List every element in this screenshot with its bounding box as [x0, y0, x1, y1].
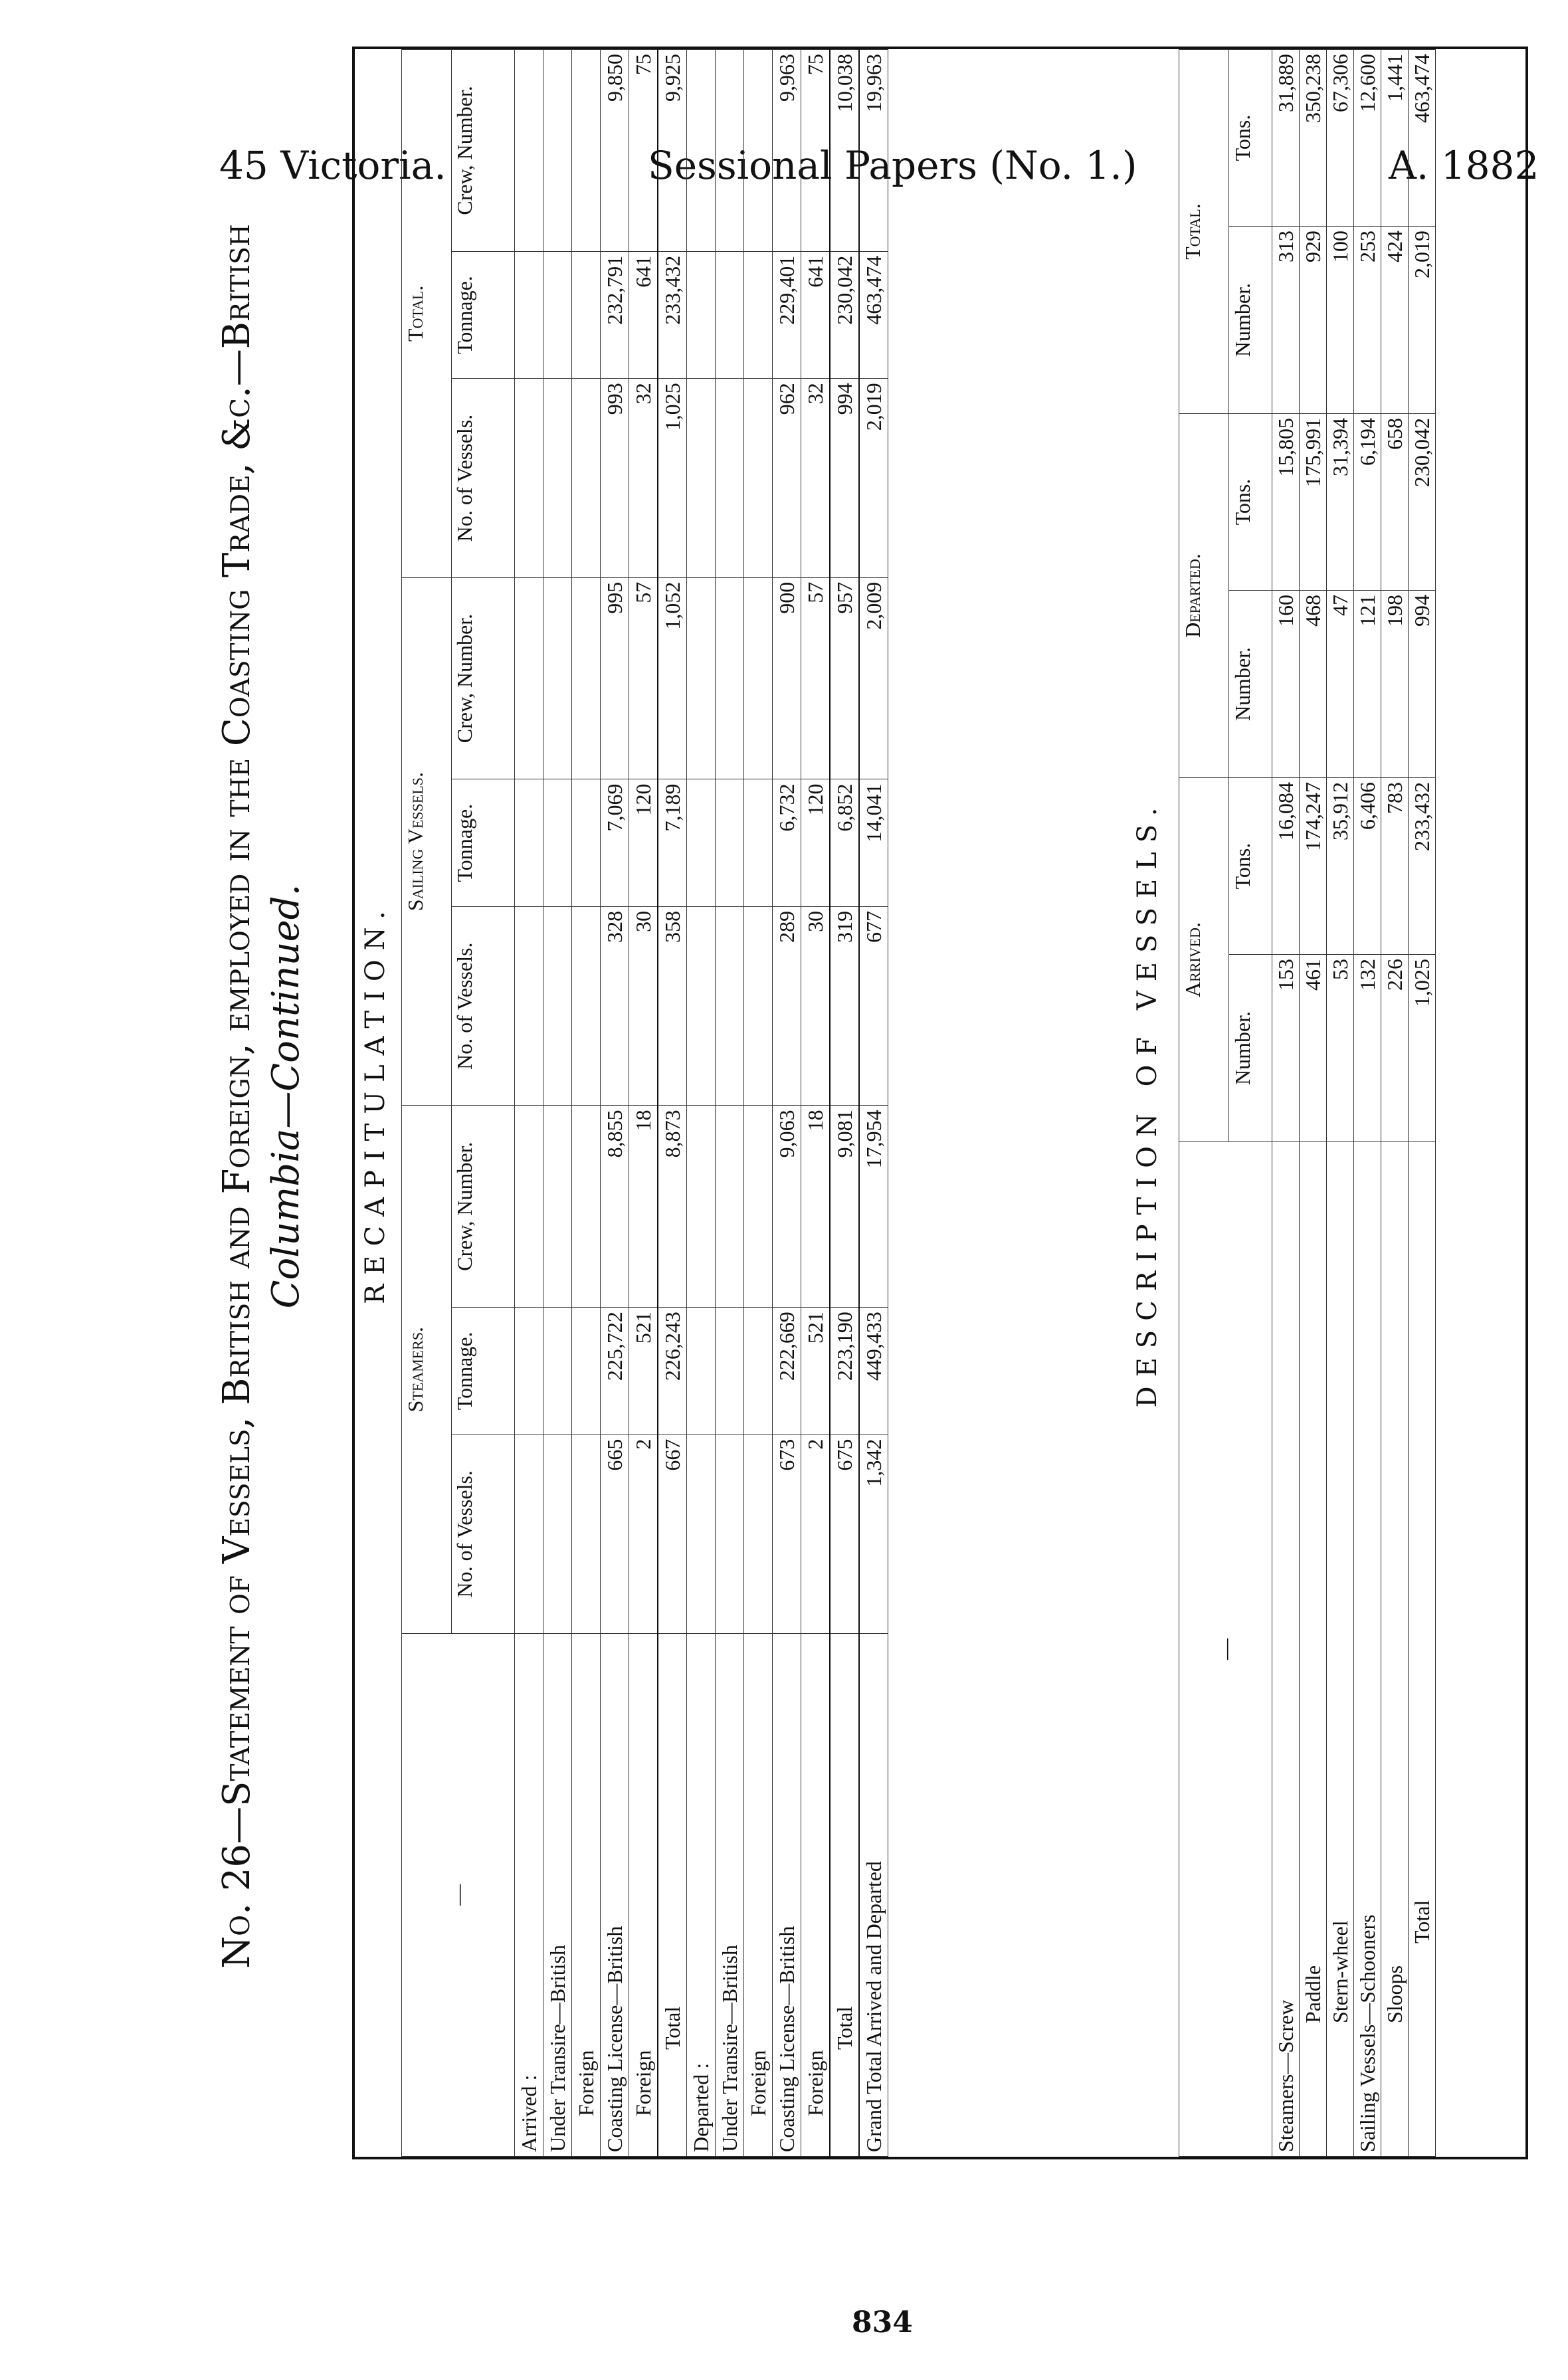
cell-value: 233,432: [1409, 778, 1436, 955]
cell-value: 35,912: [1327, 778, 1354, 955]
cell-value: 47: [1327, 590, 1354, 777]
table-row: [1409, 50, 1436, 2157]
cell-value: 1,025: [1409, 954, 1436, 1141]
header-center: Sessional Papers (No. 1.): [648, 143, 1137, 188]
cell-value: 641: [801, 251, 831, 378]
cell-value: [543, 1435, 572, 1633]
title-line-2: Columbia—Continued.: [264, 884, 308, 1309]
desc-corner: —: [1179, 1142, 1272, 2157]
cell-value: 424: [1381, 226, 1409, 413]
cell-value: 31,394: [1327, 414, 1354, 591]
cell-value: [515, 1106, 543, 1308]
cell-value: [687, 50, 716, 252]
cell-value: 222,669: [773, 1308, 801, 1435]
cell-value: 2: [629, 1435, 658, 1633]
table-row: [687, 50, 716, 2157]
desc-col-header: Tons.: [1229, 50, 1272, 227]
cell-value: 289: [773, 906, 801, 1105]
cell-value: [572, 1435, 601, 1633]
desc-col-header: Tons.: [1229, 778, 1272, 955]
table-row: [744, 50, 773, 2157]
cell-value: [687, 1308, 716, 1435]
cell-value: 226,243: [658, 1308, 687, 1435]
table-row: [601, 50, 629, 2157]
row-label: Departed :: [687, 1634, 716, 2157]
cell-value: [515, 577, 543, 779]
cell-value: 313: [1272, 226, 1300, 413]
cell-value: [716, 379, 744, 577]
recapitulation-table: [401, 49, 888, 2157]
table-row: [572, 50, 601, 2157]
cell-value: 957: [830, 577, 859, 779]
cell-value: [716, 1435, 744, 1633]
cell-value: [716, 251, 744, 378]
cell-value: [543, 906, 572, 1105]
cell-value: [515, 50, 543, 252]
cell-value: 175,991: [1300, 414, 1327, 591]
cell-value: [687, 1106, 716, 1308]
cell-value: 226: [1381, 954, 1409, 1141]
cell-value: 15,805: [1272, 414, 1300, 591]
cell-value: 2,019: [859, 379, 888, 577]
cell-value: 673: [773, 1435, 801, 1633]
cell-value: 993: [601, 379, 629, 577]
recap-corner: —: [402, 1634, 515, 2157]
cell-value: [716, 779, 744, 906]
cell-value: 32: [801, 379, 831, 577]
row-label: Foreign: [629, 1634, 658, 2157]
cell-value: [543, 1308, 572, 1435]
page-title: [213, 33, 311, 2159]
cell-value: 32: [629, 379, 658, 577]
cell-value: [572, 251, 601, 378]
table-row: [515, 50, 543, 2157]
cell-value: 9,063: [773, 1106, 801, 1308]
row-label: Foreign: [572, 1634, 601, 2157]
cell-value: 328: [601, 906, 629, 1105]
cell-value: 230,042: [830, 251, 859, 378]
table-row: [658, 50, 687, 2157]
cell-value: [716, 577, 744, 779]
cell-value: [515, 379, 543, 577]
recap-col-header: Crew, Number.: [452, 50, 515, 252]
cell-value: [515, 251, 543, 378]
cell-value: [543, 779, 572, 906]
cell-value: 468: [1300, 590, 1327, 777]
cell-value: 17,954: [859, 1106, 888, 1308]
cell-value: [572, 906, 601, 1105]
header-right: A. 1882: [1389, 143, 1539, 188]
cell-value: 1,052: [658, 577, 687, 779]
page-number: 834: [852, 2306, 913, 2339]
cell-value: 6,852: [830, 779, 859, 906]
cell-value: 6,406: [1354, 778, 1381, 955]
recap-col-header: Tonnage.: [452, 779, 515, 906]
recap-col-header: Crew, Number.: [452, 1106, 515, 1308]
cell-value: 120: [801, 779, 831, 906]
cell-value: [543, 379, 572, 577]
cell-value: [716, 1308, 744, 1435]
cell-value: 67,306: [1327, 50, 1354, 227]
recap-col-header: No. of Vessels.: [452, 379, 515, 577]
cell-value: [744, 1308, 773, 1435]
cell-value: 2,019: [1409, 226, 1436, 413]
cell-value: [744, 1106, 773, 1308]
cell-value: 230,042: [1409, 414, 1436, 591]
recap-col-header: No. of Vessels.: [452, 1435, 515, 1633]
cell-value: [744, 379, 773, 577]
cell-value: 8,873: [658, 1106, 687, 1308]
cell-value: [687, 379, 716, 577]
cell-value: 121: [1354, 590, 1381, 777]
cell-value: [543, 1106, 572, 1308]
cell-value: 16,084: [1272, 778, 1300, 955]
cell-value: [716, 50, 744, 252]
table-row: [629, 50, 658, 2157]
cell-value: 521: [629, 1308, 658, 1435]
table-row: [859, 50, 888, 2157]
cell-value: 6,194: [1354, 414, 1381, 591]
cell-value: 358: [658, 906, 687, 1105]
cell-value: 667: [658, 1435, 687, 1633]
cell-value: 18: [629, 1106, 658, 1308]
table-row: [1327, 50, 1354, 2157]
cell-value: 9,963: [773, 50, 801, 252]
row-label: Foreign: [801, 1634, 831, 2157]
recap-group-steamers: Steamers.: [402, 1106, 452, 1634]
desc-group-total: Total.: [1179, 50, 1229, 414]
cell-value: 160: [1272, 590, 1300, 777]
desc-group-departed: Departed.: [1179, 414, 1229, 778]
cell-value: [572, 50, 601, 252]
cell-value: 153: [1272, 954, 1300, 1141]
cell-value: 665: [601, 1435, 629, 1633]
cell-value: 994: [830, 379, 859, 577]
cell-value: [543, 577, 572, 779]
cell-value: [687, 779, 716, 906]
cell-value: 994: [1409, 590, 1436, 777]
cell-value: [687, 906, 716, 1105]
cell-value: [572, 1308, 601, 1435]
desc-col-header: Number.: [1229, 590, 1272, 777]
recap-group-sailing: Sailing Vessels.: [402, 577, 452, 1106]
cell-value: [687, 251, 716, 378]
cell-value: 100: [1327, 226, 1354, 413]
row-label: Foreign: [744, 1634, 773, 2157]
row-label: Under Transire—British: [716, 1634, 744, 2157]
cell-value: 253: [1354, 226, 1381, 413]
recap-col-header: Tonnage.: [452, 1308, 515, 1435]
cell-value: [515, 906, 543, 1105]
header-left: 45 Victoria.: [219, 143, 446, 188]
cell-value: 53: [1327, 954, 1354, 1141]
cell-value: 2,009: [859, 577, 888, 779]
cell-value: 174,247: [1300, 778, 1327, 955]
cell-value: 31,889: [1272, 50, 1300, 227]
cell-value: [515, 1435, 543, 1633]
cell-value: 1,025: [658, 379, 687, 577]
rotated-page-content: [199, 33, 1541, 2159]
cell-value: 30: [629, 906, 658, 1105]
cell-value: 9,081: [830, 1106, 859, 1308]
cell-value: 132: [1354, 954, 1381, 1141]
table-row: [716, 50, 744, 2157]
cell-value: [744, 50, 773, 252]
cell-value: 232,791: [601, 251, 629, 378]
row-label: Total: [830, 1634, 859, 2157]
recap-col-header: Crew, Number.: [452, 577, 515, 779]
cell-value: 2: [801, 1435, 831, 1633]
description-banner: DESCRIPTION OF VESSELS.: [1132, 798, 1163, 1408]
row-label: Steamers—Screw: [1272, 1142, 1300, 2157]
table-row: [801, 50, 831, 2157]
cell-value: 900: [773, 577, 801, 779]
recap-col-header: No. of Vessels.: [452, 906, 515, 1105]
cell-value: [687, 577, 716, 779]
cell-value: 75: [629, 50, 658, 252]
row-label: Grand Total Arrived and Departed: [859, 1634, 888, 2157]
cell-value: [515, 779, 543, 906]
cell-value: 120: [629, 779, 658, 906]
cell-value: 19,963: [859, 50, 888, 252]
cell-value: 229,401: [773, 251, 801, 378]
cell-value: 223,190: [830, 1308, 859, 1435]
row-label: Sloops: [1381, 1142, 1409, 2157]
desc-col-header: Number.: [1229, 226, 1272, 413]
table-row: [543, 50, 572, 2157]
table-row: [1272, 50, 1300, 2157]
cell-value: 677: [859, 906, 888, 1105]
description-table: [1179, 49, 1436, 2157]
cell-value: [744, 1435, 773, 1633]
cell-value: 350,238: [1300, 50, 1327, 227]
cell-value: 18: [801, 1106, 831, 1308]
cell-value: 6,732: [773, 779, 801, 906]
cell-value: 675: [830, 1435, 859, 1633]
cell-value: 7,189: [658, 779, 687, 906]
row-label: Coasting License—British: [601, 1634, 629, 2157]
cell-value: 57: [801, 577, 831, 779]
cell-value: 319: [830, 906, 859, 1105]
desc-col-header: Number.: [1229, 954, 1272, 1141]
cell-value: [744, 906, 773, 1105]
cell-value: [572, 1106, 601, 1308]
cell-value: 658: [1381, 414, 1409, 591]
cell-value: 14,041: [859, 779, 888, 906]
cell-value: 521: [801, 1308, 831, 1435]
row-label: Total: [658, 1634, 687, 2157]
row-label: Arrived :: [515, 1634, 543, 2157]
cell-value: 449,433: [859, 1308, 888, 1435]
cell-value: 30: [801, 906, 831, 1105]
table-row: [1300, 50, 1327, 2157]
cell-value: [515, 1308, 543, 1435]
cell-value: 995: [601, 577, 629, 779]
desc-col-header: Tons.: [1229, 414, 1272, 591]
title-line-1: No. 26—Statement of Vessels, British and Foreign, employed in the Coasting Trade, &c.—British: [215, 224, 258, 1969]
cell-value: 783: [1381, 778, 1409, 955]
recap-group-total: Total.: [402, 50, 452, 578]
cell-value: 12,600: [1354, 50, 1381, 227]
table-frame: [352, 47, 1528, 2159]
cell-value: 962: [773, 379, 801, 577]
table-row: [773, 50, 801, 2157]
cell-value: [543, 50, 572, 252]
row-label: Under Transire—British: [543, 1634, 572, 2157]
cell-value: 225,722: [601, 1308, 629, 1435]
cell-value: 8,855: [601, 1106, 629, 1308]
cell-value: 641: [629, 251, 658, 378]
cell-value: [744, 577, 773, 779]
row-label: Stern-wheel: [1327, 1142, 1354, 2157]
cell-value: 57: [629, 577, 658, 779]
cell-value: 9,925: [658, 50, 687, 252]
cell-value: [687, 1435, 716, 1633]
cell-value: 463,474: [859, 251, 888, 378]
cell-value: [744, 779, 773, 906]
cell-value: 233,432: [658, 251, 687, 378]
cell-value: [572, 779, 601, 906]
cell-value: 9,850: [601, 50, 629, 252]
cell-value: 198: [1381, 590, 1409, 777]
cell-value: [744, 251, 773, 378]
recapitulation-banner: RECAPITULATION.: [360, 902, 391, 1304]
cell-value: [543, 251, 572, 378]
cell-value: 75: [801, 50, 831, 252]
table-row: [830, 50, 859, 2157]
recap-col-header: Tonnage.: [452, 251, 515, 378]
cell-value: 10,038: [830, 50, 859, 252]
table-row: [1354, 50, 1381, 2157]
cell-value: [572, 379, 601, 577]
cell-value: 1,342: [859, 1435, 888, 1633]
desc-group-arrived: Arrived.: [1179, 778, 1229, 1142]
row-label: Total: [1409, 1142, 1436, 2157]
cell-value: [716, 1106, 744, 1308]
cell-value: 7,069: [601, 779, 629, 906]
cell-value: [572, 577, 601, 779]
table-row: [1381, 50, 1409, 2157]
cell-value: 463,474: [1409, 50, 1436, 227]
row-label: Paddle: [1300, 1142, 1327, 2157]
cell-value: 461: [1300, 954, 1327, 1141]
cell-value: 1,441: [1381, 50, 1409, 227]
cell-value: 929: [1300, 226, 1327, 413]
row-label: Coasting License—British: [773, 1634, 801, 2157]
row-label: Sailing Vessels—Schooners: [1354, 1142, 1381, 2157]
cell-value: [716, 906, 744, 1105]
